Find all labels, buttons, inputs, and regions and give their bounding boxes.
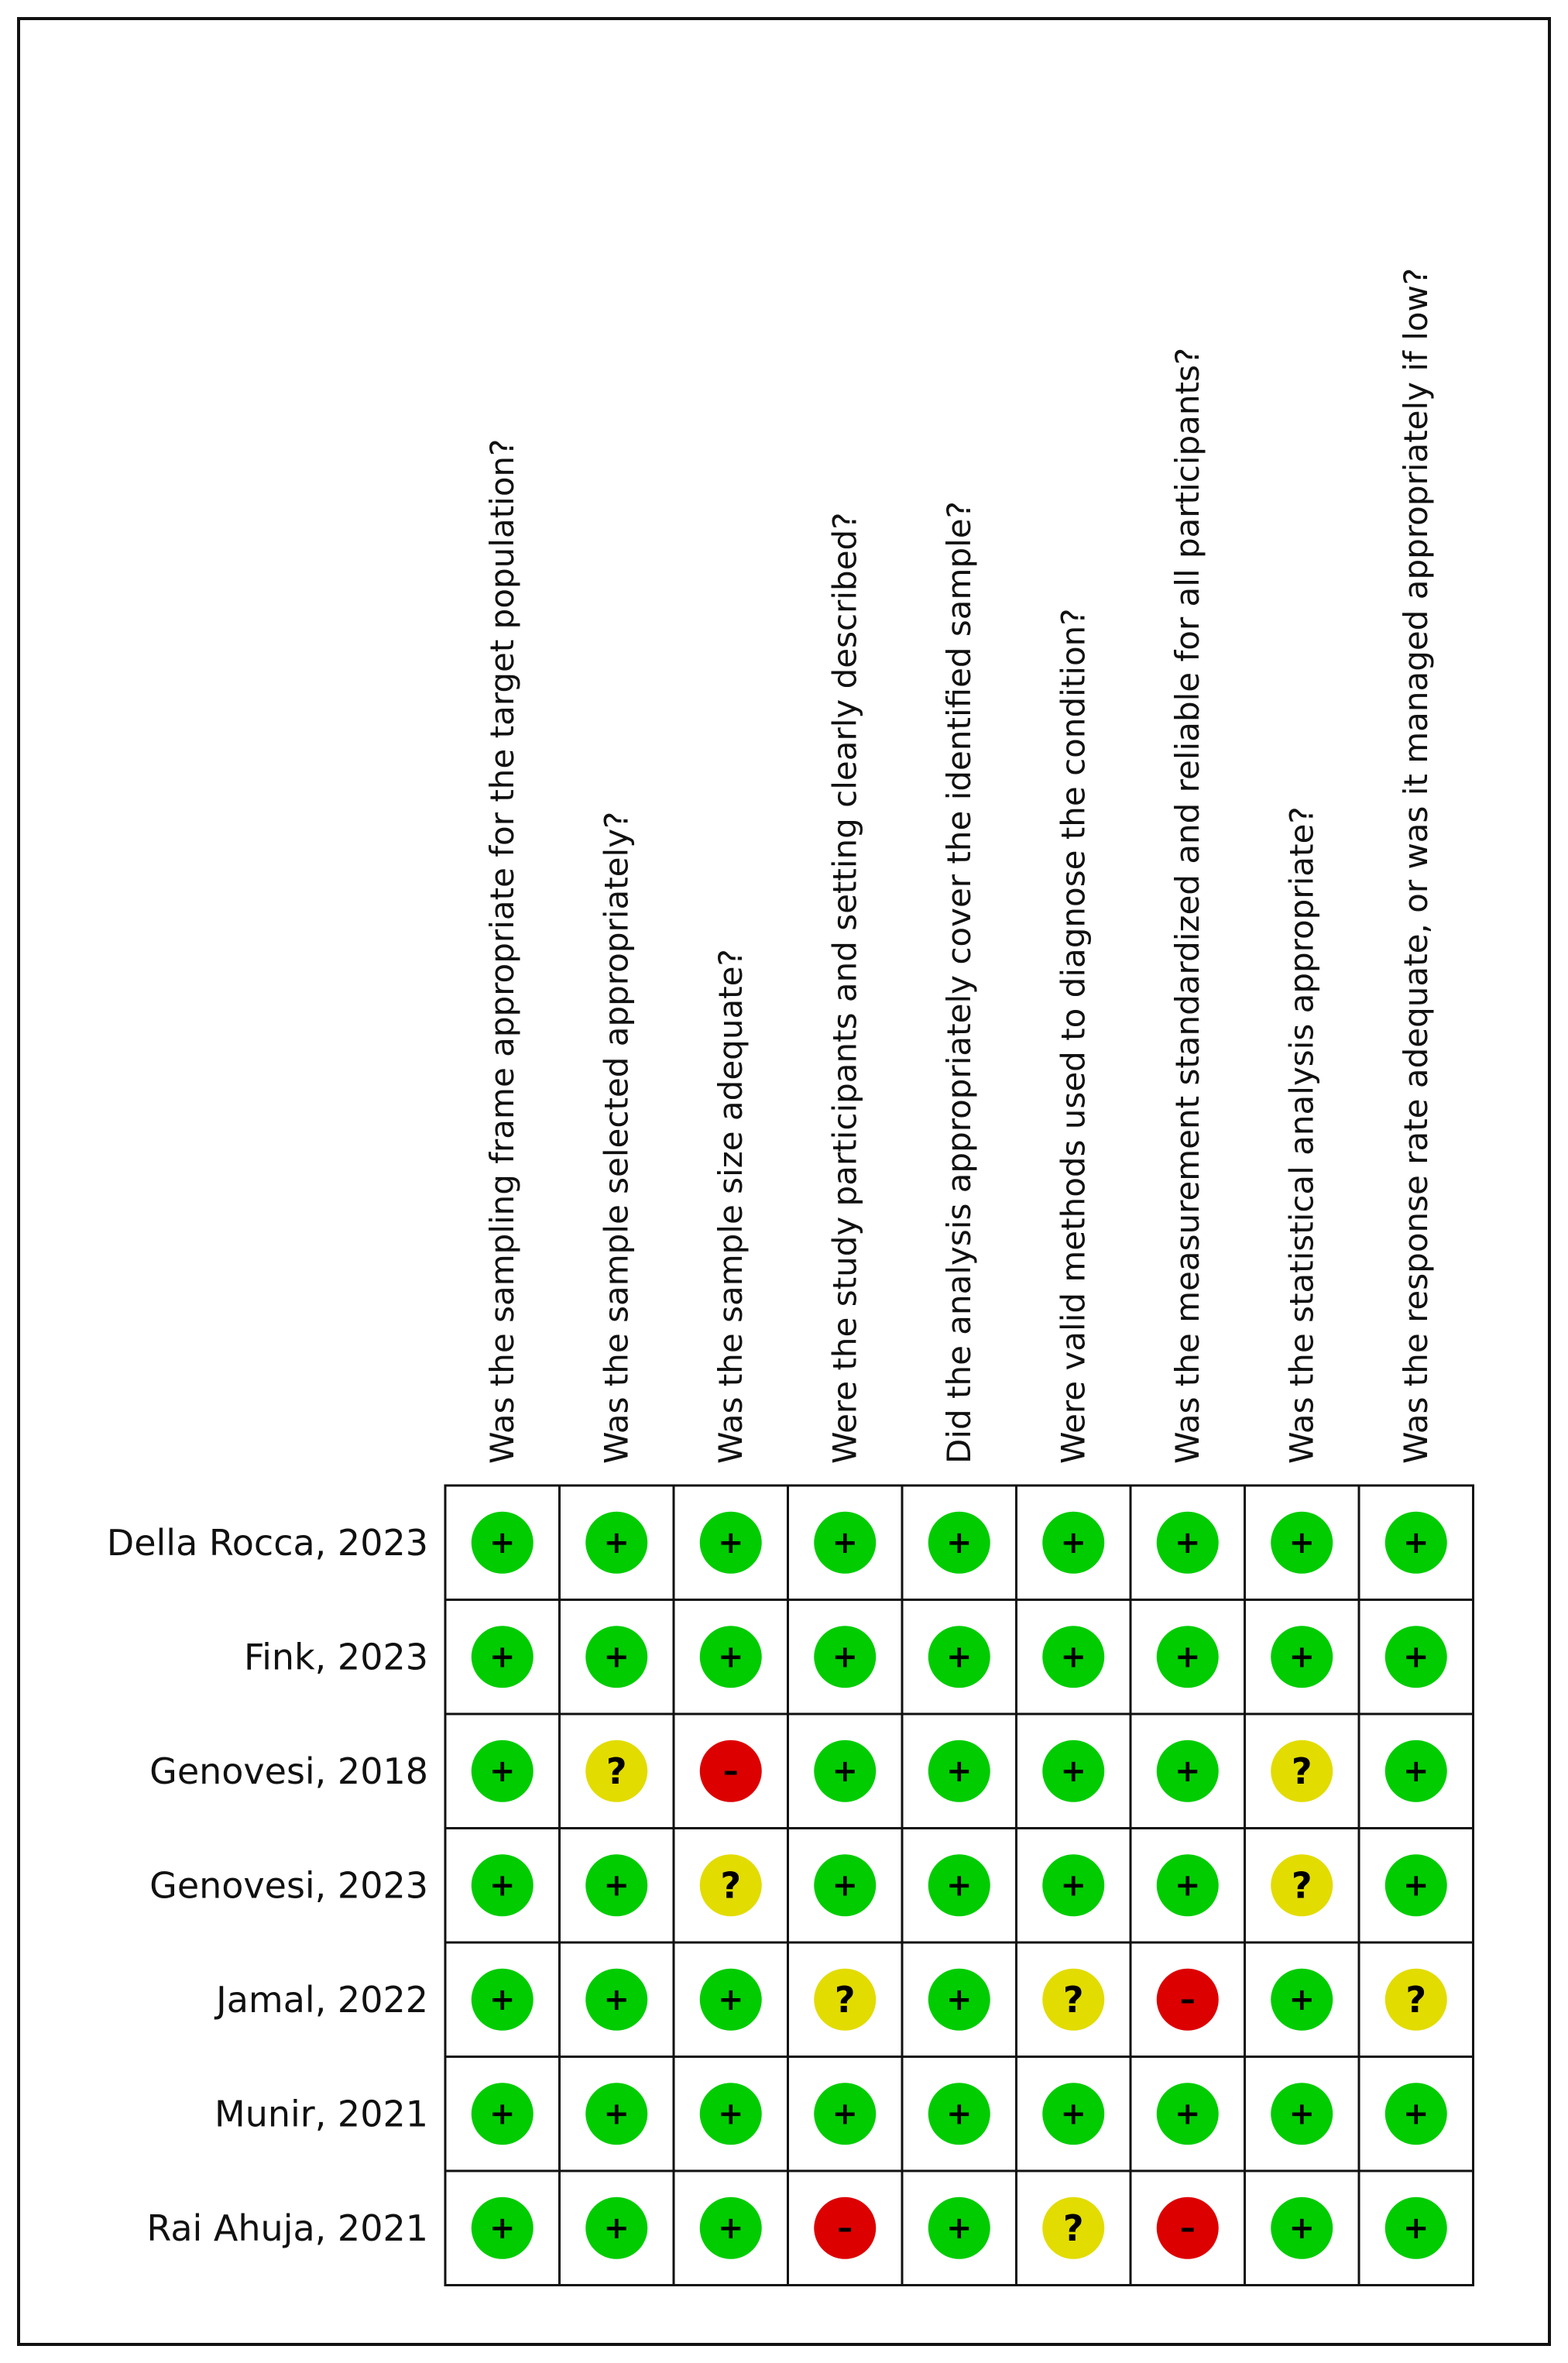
judgement-cell [1359,1485,1474,1600]
judgement-cell [445,1942,560,2057]
judgement-symbol: + [945,2096,973,2132]
judgement-symbol: + [1402,2096,1429,2132]
judgement-symbol: + [1402,2210,1429,2246]
judgement-symbol: + [603,1981,630,2018]
judgement-cell [560,2057,674,2172]
judgement-cell [1245,2171,1360,2286]
judgement-cell [1131,2171,1245,2286]
judgement-cell [1359,1714,1474,1829]
judgement-cell [445,1714,560,1829]
judgement-symbol: + [945,1524,973,1561]
judgement-cell [1131,1942,1245,2057]
judgement-cell [1245,1942,1360,2057]
judgement-symbol: ? [1062,1978,1084,2021]
judgement-symbol: + [1060,1639,1087,1675]
judgement-cell [445,2057,560,2172]
judgement-symbol: ? [720,1864,742,1907]
judgement-cell [1017,2057,1131,2172]
judgement-symbol: + [603,1524,630,1561]
judgement-cell [1359,1829,1474,1943]
judgement-symbol: + [1174,1867,1201,1904]
judgement-symbol: + [489,1524,516,1561]
judgement-cell [788,1714,903,1829]
study-label: Fink, 2023 [244,1636,428,1678]
judgement-symbol: + [1174,2096,1201,2132]
judgement-symbol: + [1288,1981,1316,2018]
judgement-symbol: + [832,2096,859,2132]
judgement-cell [445,1485,560,1600]
judgement-symbol: ? [1405,1978,1427,2021]
judgement-cell [1359,2171,1474,2286]
judgement-cell [1245,1829,1360,1943]
judgement-cell [1131,2057,1245,2172]
question-header-4: Were the study participants and setting clearly described? [825,512,864,1464]
question-header-8: Was the statistical analysis appropriate? [1282,806,1321,1464]
judgement-symbol: + [1402,1524,1429,1561]
judgement-cell [445,1829,560,1943]
judgement-symbol: + [1288,1524,1316,1561]
judgement-cell [1017,1829,1131,1943]
judgement-cell [1359,1600,1474,1715]
judgement-symbol: + [945,1867,973,1904]
question-header-5: Did the analysis appropriately cover the identified sample? [939,501,978,1464]
judgement-cell [902,2171,1017,2286]
judgement-symbol: + [1174,1753,1201,1789]
judgement-symbol: + [717,1639,744,1675]
judgement-cell [1245,2057,1360,2172]
judgement-cell [1131,1600,1245,1715]
judgement-symbol: + [717,1981,744,2018]
judgement-symbol: + [1402,1753,1429,1789]
judgement-cell [1245,1600,1360,1715]
judgement-cell [674,2171,788,2286]
judgement-cell [560,2171,674,2286]
judgement-symbol: + [945,1981,973,2018]
judgement-cell [1131,1485,1245,1600]
judgement-cell [788,1600,903,1715]
question-header-1: Was the sampling frame appropriate for the target population? [482,438,521,1464]
question-header-9: Was the response rate adequate, or was it managed appropriately if low? [1396,267,1435,1464]
judgement-cell [1359,2057,1474,2172]
study-label: Munir, 2021 [214,2093,428,2135]
judgement-symbol: + [489,1981,516,2018]
judgement-symbol: + [832,1524,859,1561]
judgement-symbol: ? [1291,1864,1312,1907]
judgement-symbol: + [489,1639,516,1675]
judgement-cell [560,1829,674,1943]
judgement-symbol: + [603,2096,630,2132]
judgement-cell [560,1942,674,2057]
judgement-symbol: + [1060,1753,1087,1789]
judgement-cell [674,1942,788,2057]
judgement-symbol: + [489,1867,516,1904]
judgement-symbol: + [1174,1524,1201,1561]
judgement-cell [902,2057,1017,2172]
study-label: Jamal, 2022 [216,1978,428,2021]
judgement-cell [674,1600,788,1715]
judgement-symbol: + [945,1639,973,1675]
judgement-cell [560,1714,674,1829]
judgement-symbol: + [717,2210,744,2246]
judgement-symbol: + [832,1753,859,1789]
judgement-symbol: ? [1062,2207,1084,2249]
judgement-cell [1245,1714,1360,1829]
judgement-symbol: + [603,1639,630,1675]
judgement-symbol: + [945,1753,973,1789]
judgement-symbol: + [1060,1524,1087,1561]
judgement-symbol: + [603,2210,630,2246]
judgement-symbol: + [1060,2096,1087,2132]
judgement-symbol: ? [1291,1750,1312,1792]
study-label: Genovesi, 2023 [149,1864,428,1907]
judgement-cell [1017,1485,1131,1600]
judgement-cell [674,1829,788,1943]
judgement-symbol: + [945,2210,973,2246]
judgement-symbol: + [489,2210,516,2246]
judgement-cell [902,1942,1017,2057]
judgement-cell [445,1600,560,1715]
judgement-symbol: + [717,2096,744,2132]
judgement-cell [560,1485,674,1600]
judgement-symbol: ? [606,1750,627,1792]
judgement-cell [1131,1829,1245,1943]
judgement-symbol: + [1060,1867,1087,1904]
judgement-symbol: – [1179,2210,1196,2246]
judgement-symbol: + [1288,2210,1316,2246]
judgement-cell [902,1600,1017,1715]
question-header-2: Was the sample selected appropriately? [597,811,636,1464]
study-label: Della Rocca, 2023 [106,1521,428,1564]
judgement-cell [788,2057,903,2172]
judgement-cell [445,2171,560,2286]
judgement-symbol: + [1288,1639,1316,1675]
judgement-cell [1017,1714,1131,1829]
judgement-cell [788,1829,903,1943]
judgement-cell [560,1600,674,1715]
question-header-3: Was the sample size adequate? [711,949,750,1464]
judgement-cell [788,1485,903,1600]
judgement-symbol: + [1288,2096,1316,2132]
judgement-cell [1017,2171,1131,2286]
study-label: Rai Ahuja, 2021 [146,2207,428,2249]
judgement-symbol: + [603,1867,630,1904]
judgement-symbol: + [832,1867,859,1904]
judgement-symbol: + [1174,1639,1201,1675]
study-label: Genovesi, 2018 [149,1750,428,1792]
judgement-cell [902,1485,1017,1600]
judgement-symbol: ? [834,1978,856,2021]
judgement-symbol: + [1402,1639,1429,1675]
judgement-cell [902,1829,1017,1943]
judgement-symbol: + [717,1524,744,1561]
judgement-cell [1131,1714,1245,1829]
judgement-symbol: – [722,1753,739,1789]
judgement-cell [788,1942,903,2057]
judgement-cell [1359,1942,1474,2057]
judgement-cell [788,2171,903,2286]
judgement-cell [902,1714,1017,1829]
judgement-symbol: + [1402,1867,1429,1904]
judgement-cell [1017,1600,1131,1715]
judgement-cell [674,1714,788,1829]
judgement-cell [1245,1485,1360,1600]
judgement-cell [674,2057,788,2172]
judgement-symbol: + [489,1753,516,1789]
judgement-symbol: + [832,1639,859,1675]
question-header-6: Were valid methods used to diagnose the condition? [1054,608,1093,1464]
judgement-symbol: – [837,2210,853,2246]
judgement-cell [1017,1942,1131,2057]
judgement-cell [674,1485,788,1600]
judgement-symbol: + [489,2096,516,2132]
question-header-7: Was the measurement standardized and reliable for all participants? [1168,347,1206,1464]
judgement-symbol: – [1179,1981,1196,2018]
